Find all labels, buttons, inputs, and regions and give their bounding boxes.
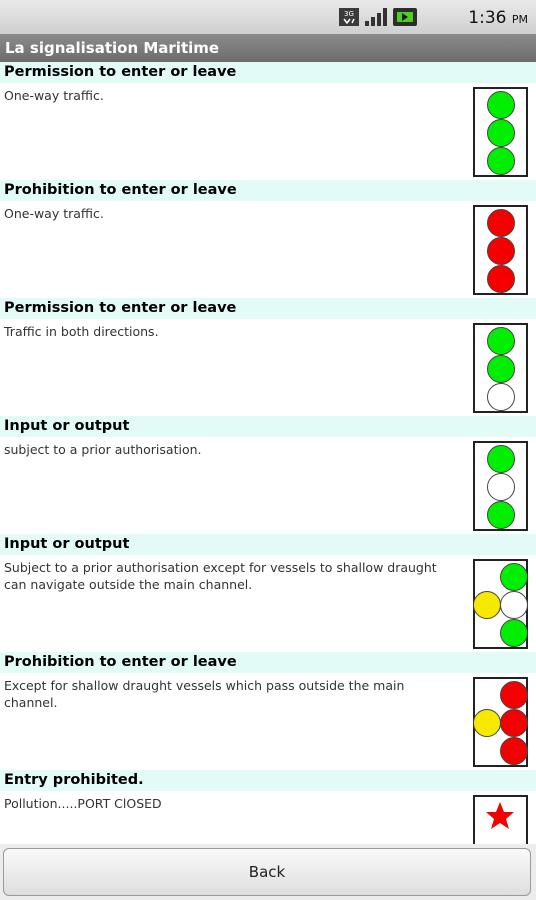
green-light	[500, 619, 528, 647]
red-light	[500, 709, 528, 737]
signal-entry[interactable]	[0, 180, 536, 298]
green-light	[487, 355, 515, 383]
green-light	[487, 445, 515, 473]
green-light	[487, 147, 515, 175]
signal-entry[interactable]	[0, 416, 536, 534]
svg-text:3G: 3G	[344, 10, 354, 18]
clock	[468, 8, 528, 28]
status-bar	[0, 0, 536, 35]
green-light	[487, 327, 515, 355]
red-light	[487, 265, 515, 293]
green-light	[487, 119, 515, 147]
back-button[interactable]: Back	[3, 848, 531, 896]
status-icons	[338, 7, 418, 27]
signal-entry[interactable]	[0, 652, 536, 770]
signal-entry[interactable]	[0, 62, 536, 180]
bottom-bar	[0, 844, 536, 900]
white-light	[487, 383, 515, 411]
signal-light-panel	[473, 441, 528, 531]
signal-light-panel	[473, 87, 528, 177]
signal-description: Traffic in both directions.	[4, 324, 159, 339]
signal-light-panel	[473, 205, 528, 295]
red-light	[500, 737, 528, 765]
clock-ampm: PM	[511, 13, 528, 26]
signal-list[interactable]	[0, 62, 536, 844]
signal-title: Prohibition to enter or leave	[0, 652, 536, 673]
signal-title: Entry prohibited.	[0, 770, 536, 791]
signal-entry[interactable]	[0, 298, 536, 416]
signal-title: Input or output	[0, 416, 536, 437]
battery-icon	[392, 7, 418, 27]
yellow-side-light	[473, 709, 501, 737]
app-title: La signalisation Maritime	[0, 34, 536, 62]
signal-description: Subject to a prior authorisation except for vessels to shallow draught can navigate outside the main channel.	[4, 560, 437, 592]
green-light	[487, 501, 515, 529]
signal-title: Input or output	[0, 534, 536, 555]
3g-icon	[338, 7, 360, 27]
signal-description: Pollution.....PORT ClOSED	[4, 796, 162, 811]
yellow-side-light	[473, 591, 501, 619]
signal-title: Permission to enter or leave	[0, 62, 536, 83]
clock-time: 1:36	[468, 8, 507, 28]
signal-light-panel	[473, 677, 528, 767]
signal-icon	[364, 7, 388, 27]
signal-entry[interactable]	[0, 534, 536, 652]
green-light	[487, 91, 515, 119]
white-light	[500, 591, 528, 619]
signal-entry[interactable]	[0, 770, 536, 844]
red-light	[500, 681, 528, 709]
signal-description: subject to a prior authorisation.	[4, 442, 202, 457]
signal-description: One-way traffic.	[4, 88, 104, 103]
signal-description: Except for shallow draught vessels which pass outside the main channel.	[4, 678, 405, 710]
signal-light-panel	[473, 559, 528, 649]
signal-light-panel	[473, 795, 528, 844]
red-star-icon	[485, 801, 515, 831]
red-light	[487, 209, 515, 237]
red-light	[487, 237, 515, 265]
signal-description: One-way traffic.	[4, 206, 104, 221]
signal-light-panel	[473, 323, 528, 413]
signal-title: Permission to enter or leave	[0, 298, 536, 319]
green-light	[500, 563, 528, 591]
white-light	[487, 473, 515, 501]
signal-title: Prohibition to enter or leave	[0, 180, 536, 201]
